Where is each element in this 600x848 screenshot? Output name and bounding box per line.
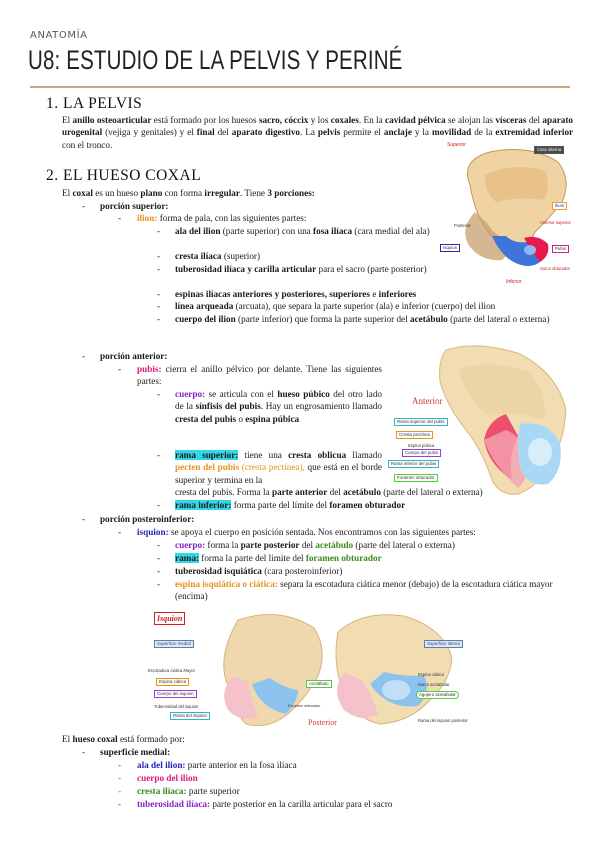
pubis-rama-superior-cont: cresta del pubis. Forma la parte anterior del acetábulo (parte del lateral o externa) (175, 487, 483, 497)
bullet: - (157, 500, 161, 510)
pubis-rama-superior-item: rama superior: tiene una cresta oblicua llamado pecten del pubis (cresta pectínea), que está en el borde superior y termina en la (175, 450, 382, 485)
fig3-label-r2: Surco acetabular (418, 682, 450, 687)
bullet: - (157, 289, 161, 299)
medial-title: superficie medial: (100, 747, 171, 757)
fig3-label-escotadura: Escotadura ciática Mayor (148, 668, 196, 673)
fig1-isquion-box: Isquion (440, 244, 460, 252)
subject-label: ANATOMÍA (30, 30, 88, 41)
dash-marker: - (82, 514, 86, 524)
dash-marker: - (118, 364, 122, 374)
section-heading-pelvis: 1. LA PELVIS (46, 95, 143, 112)
bullet: - (157, 450, 161, 460)
bullet: - (157, 553, 161, 563)
fig1-tag: Cara interna (534, 146, 564, 154)
fig1-superior-label: Superior (447, 142, 466, 148)
dash-marker: - (118, 213, 122, 223)
figure-isquion (148, 606, 492, 732)
fig3-label-foramen: Foramen obturador (288, 704, 321, 708)
ilion-cuerpo-item: cuerpo del ilion (parte inferior) que forma la parte superior del acetábulo (parte del lateral o externa) (175, 314, 550, 324)
figure-coxal-anterior (388, 340, 576, 505)
fig2-label-rama-inferior: Rama inferior del pubis (388, 460, 439, 468)
isquion-line: isquion: se apoya el cuerpo en posición sentada. Nos encontramos con las siguientes partes: (137, 527, 476, 537)
bullet: - (118, 799, 122, 809)
fig1-ilium-box: Ilium (552, 202, 567, 210)
ilion-line: ilion: forma de pala, con las siguientes partes: (137, 213, 307, 223)
fig2-label-foramen: Foramen obturador (394, 474, 438, 482)
fig2-label-cuerpo: Cuerpo del pubis (402, 449, 441, 457)
fig1-anterior-label: Anterior superior (540, 220, 571, 225)
pelvis-paragraph: El anillo osteoarticular está formado por los huesos sacro, cóccix y los coxales. En la cavidad pélvica se alojan las vísceras del aparato urogenital (vejiga y genitales) y el final del aparato digestivo. La pelvis permite el anclaje y la movilidad de la extremidad inferior con el tronco. (62, 115, 574, 150)
bullet: - (118, 773, 122, 783)
ilion-linea-item: línea arqueada (arcuata), que separa la parte superior (ala) e inferior (cuerpo) del ilion (175, 301, 496, 311)
fig1-posterior-label: Posterior (454, 223, 471, 228)
posteroinferior-portion-title: porción posteroinferior: (100, 514, 195, 524)
fig3-label-espina: Espina ciática (156, 678, 189, 686)
fig3-posterior-label: Posterior (308, 718, 337, 727)
bullet: - (118, 760, 122, 770)
fig3-label-cuerpo: Cuerpo del isquion (154, 690, 197, 698)
fig1-fov-label: Surco obturador (540, 266, 571, 271)
bullet: - (157, 540, 161, 550)
isquion-espina-item: espina isquiática o ciática: separa la escotadura ciática menor (debajo) de la escotadura ciática mayor (encima) (175, 579, 553, 602)
anterior-portion-title: porción anterior: (100, 351, 168, 361)
bullet: - (157, 264, 161, 274)
bullet: - (157, 226, 161, 236)
bullet: - (157, 566, 161, 576)
header-rule (30, 86, 570, 88)
dash-marker: - (82, 351, 86, 361)
dash-marker: - (82, 201, 86, 211)
medial-cresta-item: cresta ilíaca: parte superior (137, 786, 240, 796)
section-heading-coxal: 2. EL HUESO COXAL (46, 167, 202, 184)
figure-coxal-internal (440, 140, 575, 290)
coxal-intro: El coxal es un hueso plano con forma irregular. Tiene 3 porciones: (62, 188, 315, 198)
isquion-tuberosidad-item: tuberosidad isquiática (cara posteroinferior) (175, 566, 343, 576)
fig2-label-rama-superior: Rama superior del pubis (394, 418, 448, 426)
fig2-label-espina: Espina púbica (408, 443, 435, 448)
bullet: - (157, 314, 161, 324)
dash-marker: - (82, 747, 86, 757)
bullet: - (157, 301, 161, 311)
fig2-label-cresta-pectinea: Cresta pectínea (396, 431, 433, 439)
isquion-rama-item: rama: forma la parte del límite del foramen obturador (175, 553, 382, 563)
pubis-line: pubis: cierra el anillo pélvico por delante. Tiene las siguientes partes: (137, 364, 383, 387)
fig1-inferior-label: Inferior (506, 279, 522, 285)
medial-cuerpo-item: cuerpo del ilion (137, 773, 198, 783)
fig3-label-acetabulo: Acetábulo (306, 680, 332, 688)
ilion-tuberosidad-item: tuberosidad ilíaca y carilla articular para el sacro (parte posterior) (175, 264, 427, 274)
fig3-label-tuberosidad: Tuberosidad del isquion (154, 704, 199, 709)
fig3-tag-medial: Superficie medial (154, 640, 194, 648)
medial-tuberosidad-item: tuberosidad ilíaca: parte posterior en la carilla articular para el sacro (137, 799, 393, 809)
pubis-cuerpo-item: cuerpo: se articula con el hueso púbico del otro lado de la sínfisis del pubis. Hay un engrosamiento llamado cresta del pubis o espina púbica (175, 389, 383, 424)
bullet: - (157, 389, 161, 399)
fig2-title: Anterior (412, 396, 443, 406)
medial-intro: El hueso coxal está formado por: (62, 734, 185, 744)
fig1-pubis-box: Pubis (552, 245, 569, 253)
bullet: - (157, 251, 161, 261)
ilion-espinas-item: espinas ilíacas anteriores y posteriores, superiores e inferiores (175, 289, 417, 299)
isquion-cuerpo-item: cuerpo: forma la parte posterior del acetábulo (parte del lateral o externa) (175, 540, 455, 550)
medial-ala-item: ala del ilion: parte anterior en la fosa ilíaca (137, 760, 297, 770)
pubis-rama-inferior-item: rama inferior: forma parte del límite del foramen obturador (175, 500, 406, 510)
fig3-title: Isquion (154, 612, 185, 625)
page-title: U8: ESTUDIO DE LA PELVIS Y PERINÉ (28, 45, 403, 75)
bullet: - (157, 579, 161, 589)
superior-portion-title: porción superior: (100, 201, 169, 211)
fig3-label-r4: Rama del isquion posterior (418, 718, 468, 723)
fig3-label-r3: Agujero acetabular (416, 691, 459, 699)
ilion-cresta-item: cresta ilíaca (superior) (175, 251, 261, 261)
bullet: - (118, 786, 122, 796)
dash-marker: - (118, 527, 122, 537)
fig3-label-r1: Espina ciática (418, 672, 444, 677)
fig3-label-rama: Rama del isquion (170, 712, 210, 720)
ilion-ala-item: ala del ilion (parte superior) con una fosa ilíaca (cara medial del ala) (175, 226, 430, 236)
fig3-tag-lateral: Superficie lateral (424, 640, 463, 648)
